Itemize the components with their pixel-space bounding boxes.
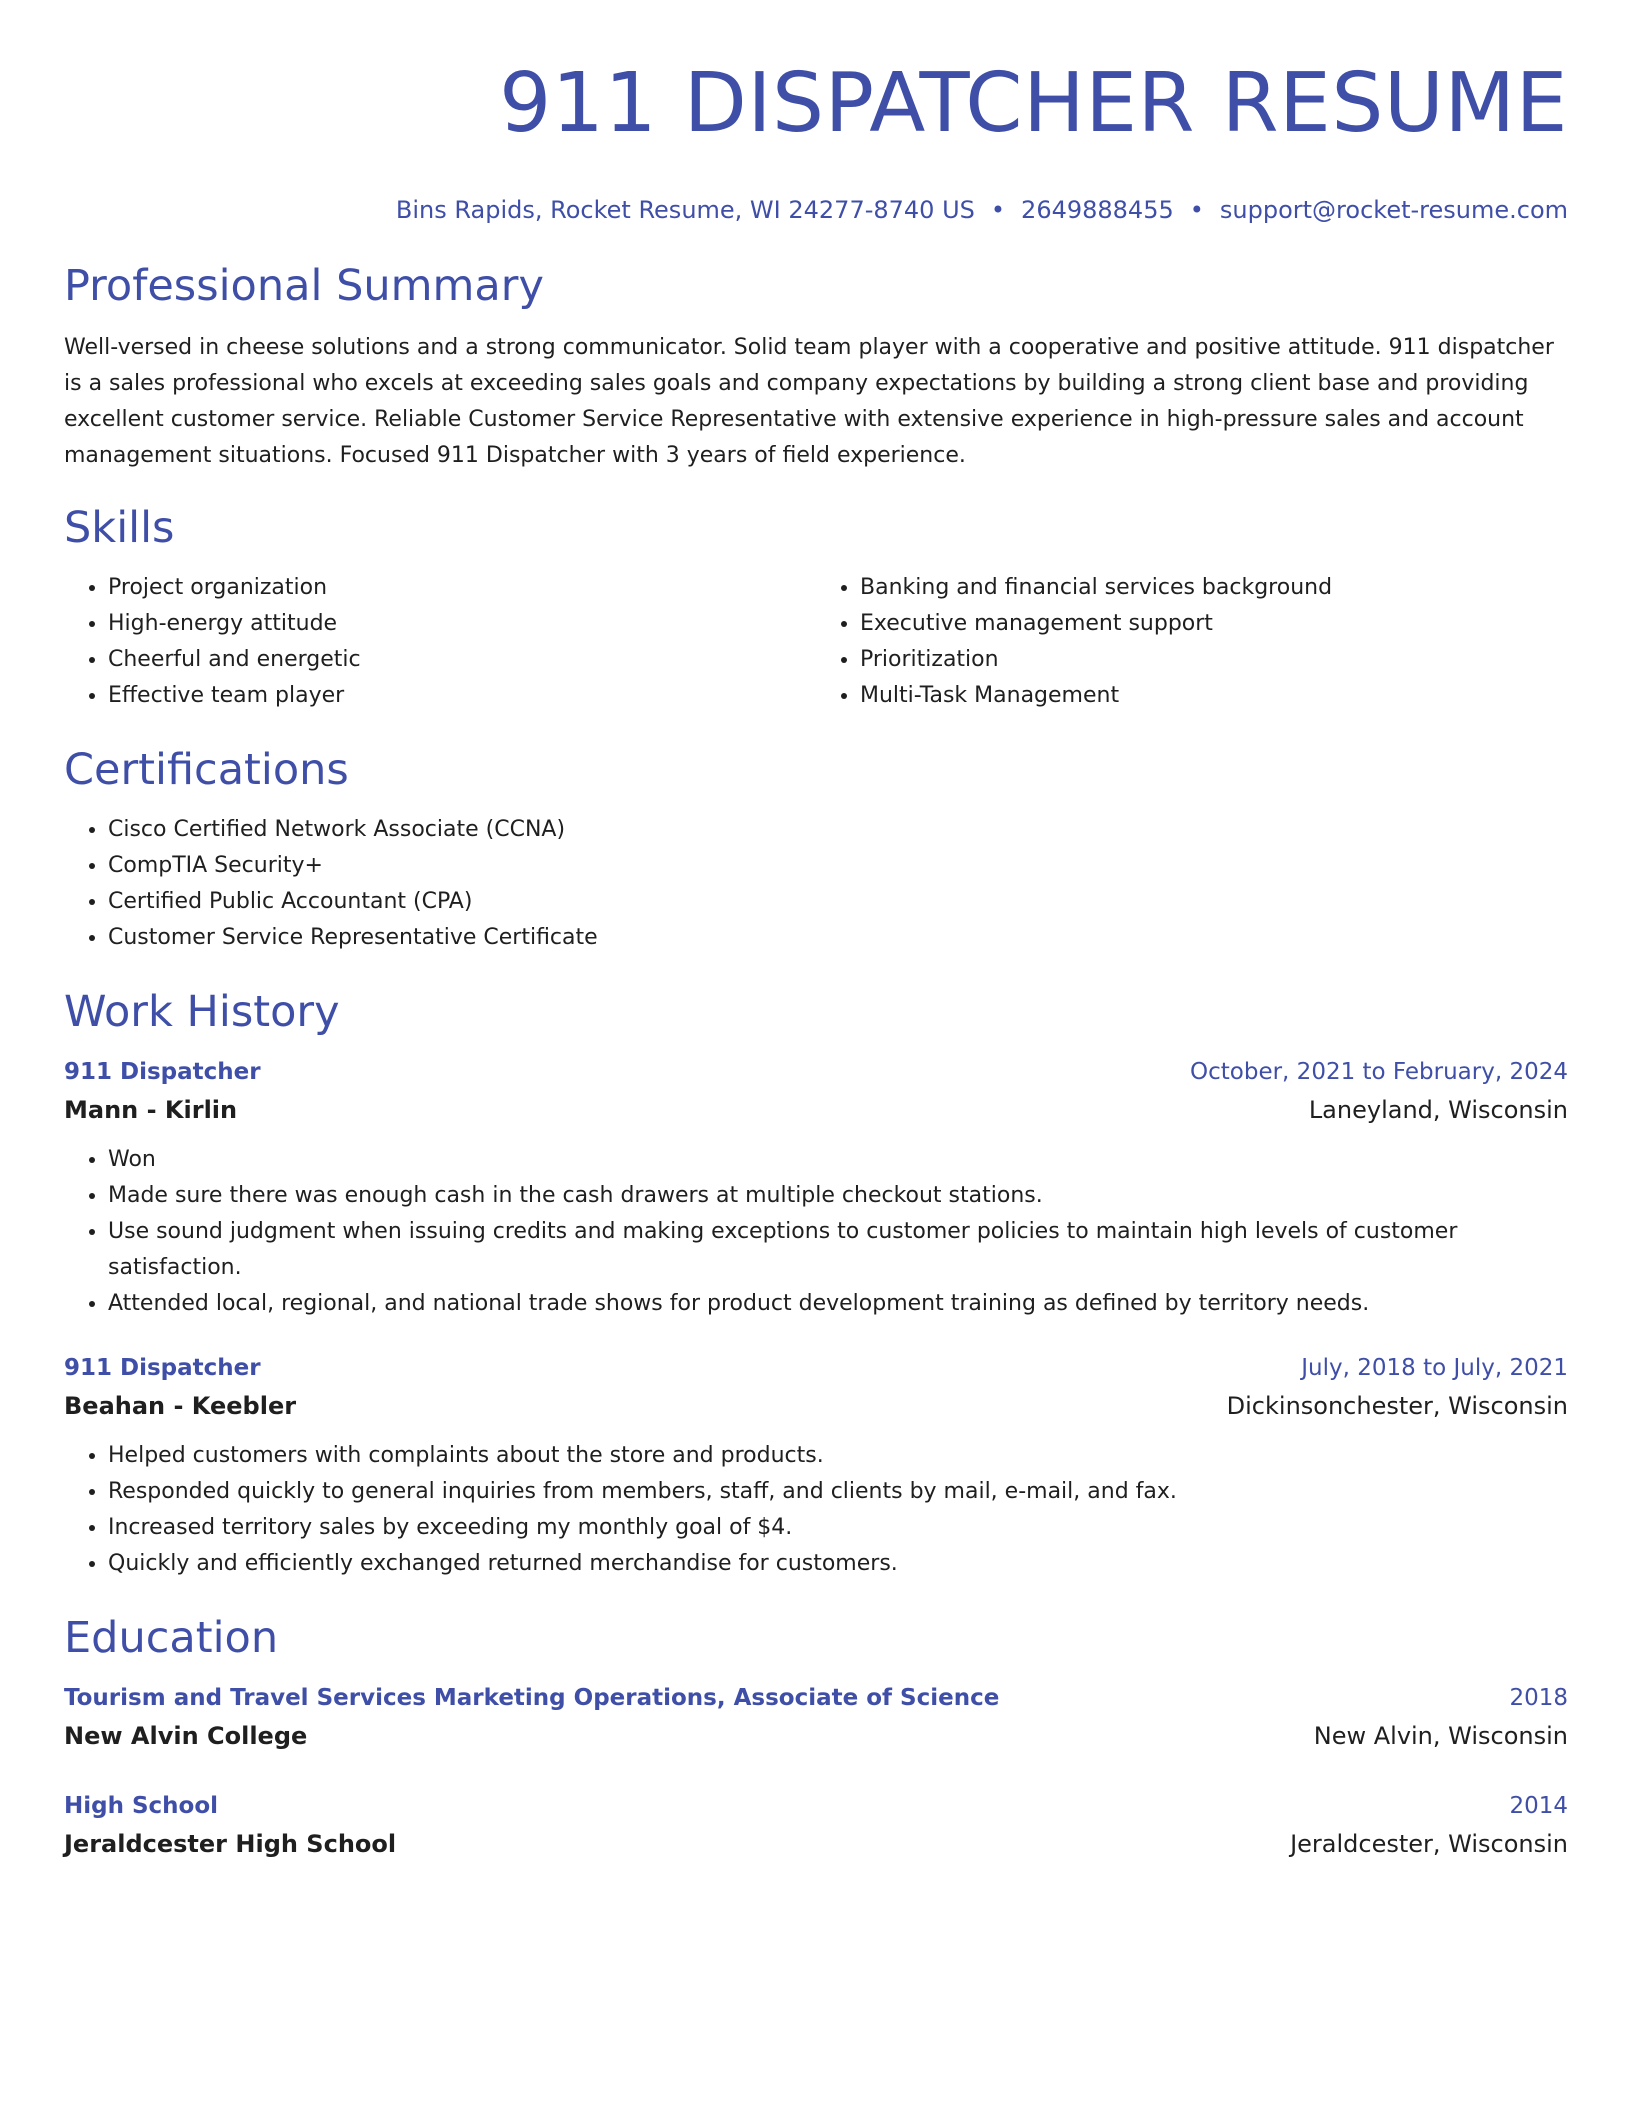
job-duties-list xyxy=(64,1142,1568,1322)
degree-row xyxy=(64,1788,1568,1824)
job-dates: October, 2021 to February, 2024 xyxy=(1190,1059,1568,1085)
skill-item: • Multi-Task Management xyxy=(860,678,1568,714)
graduation-year: 2018 xyxy=(1509,1685,1568,1711)
section-heading-certifications: Certifications xyxy=(64,745,349,795)
job-entry xyxy=(64,1350,1568,1582)
job-title: 911 Dispatcher xyxy=(64,1059,261,1085)
school-name: Jeraldcester High School xyxy=(64,1830,397,1858)
job-location: Dickinsonchester, Wisconsin xyxy=(1226,1392,1568,1420)
job-duty: • Made sure there was enough cash in the cash drawers at multiple checkout stations. xyxy=(108,1178,1568,1214)
education-entry xyxy=(64,1680,1568,1756)
skill-item: • Project organization xyxy=(108,570,816,606)
skill-item: • Prioritization xyxy=(860,642,1568,678)
resume-title: 911 DISPATCHER RESUME xyxy=(499,56,1568,151)
job-dates: July, 2018 to July, 2021 xyxy=(1301,1355,1568,1381)
job-duty: • Quickly and efficiently exchanged returned merchandise for customers. xyxy=(108,1546,1568,1582)
certification-item: • Cisco Certified Network Associate (CCNA) xyxy=(108,812,1568,848)
certification-item: • CompTIA Security+ xyxy=(108,848,1568,884)
email-link[interactable]: support@rocket-resume.com xyxy=(1219,196,1568,224)
school-row xyxy=(64,1716,1568,1756)
school-row xyxy=(64,1824,1568,1864)
skill-item: • Executive management support xyxy=(860,606,1568,642)
skills-section xyxy=(64,502,1568,714)
education-section xyxy=(64,1612,1568,1864)
certification-item: • Certified Public Accountant (CPA) xyxy=(108,884,1568,920)
skill-item: • High-energy attitude xyxy=(108,606,816,642)
work-history-section xyxy=(64,986,1568,1582)
skills-column-left xyxy=(64,554,816,714)
job-title-row xyxy=(64,1350,1568,1386)
job-company-row xyxy=(64,1386,1568,1426)
address: Bins Rapids, Rocket Resume, WI 24277-8740 US xyxy=(395,196,975,224)
graduation-year: 2014 xyxy=(1509,1793,1568,1819)
job-entry xyxy=(64,1054,1568,1322)
phone: 2649888455 xyxy=(1021,196,1174,224)
section-heading-work-history: Work History xyxy=(64,987,340,1037)
job-duties-list xyxy=(64,1438,1568,1582)
job-duty: • Won xyxy=(108,1142,1568,1178)
job-duty: • Responded quickly to general inquiries from members, staff, and clients by mail, e-mail, and fax. xyxy=(108,1474,1568,1510)
job-company: Beahan - Keebler xyxy=(64,1392,297,1420)
skill-item: • Banking and financial services background xyxy=(860,570,1568,606)
job-duty: • Helped customers with complaints about the store and products. xyxy=(108,1438,1568,1474)
certifications-list xyxy=(64,812,1568,956)
certifications-section xyxy=(64,744,1568,956)
skills-column-right xyxy=(816,554,1568,714)
job-title-row xyxy=(64,1054,1568,1090)
school-location: Jeraldcester, Wisconsin xyxy=(1290,1830,1568,1858)
job-duty: • Increased territory sales by exceeding my monthly goal of $4. xyxy=(108,1510,1568,1546)
skills-list-right xyxy=(816,570,1568,714)
summary-text: Well-versed in cheese solutions and a strong communicator. Solid team player with a cooperative and positive attitude. 911 dispatcher is a sales professional who excels at exceeding sales goals and company expectations by building a strong client base and providing excellent customer service. Reliable Customer Service Representative with extensive experience in high-pressure sales and account management situations. Focused 911 Dispatcher with 3 years of field experience. xyxy=(64,335,1554,468)
job-title: 911 Dispatcher xyxy=(64,1355,261,1381)
section-heading-education: Education xyxy=(64,1613,279,1663)
degree-title: Tourism and Travel Services Marketing Operations, Associate of Science xyxy=(64,1685,1000,1711)
school-location: New Alvin, Wisconsin xyxy=(1313,1722,1568,1750)
summary-section xyxy=(64,260,1568,474)
school-name: New Alvin College xyxy=(64,1722,308,1750)
job-duty: • Attended local, regional, and national trade shows for product development training as defined by territory needs. xyxy=(108,1286,1568,1322)
skill-item: • Cheerful and energetic xyxy=(108,642,816,678)
separator-dot: • xyxy=(990,196,1006,224)
job-duty: • Use sound judgment when issuing credits and making exceptions to customer policies to maintain high levels of customer satisfaction. xyxy=(108,1214,1568,1286)
degree-row xyxy=(64,1680,1568,1716)
contact-line xyxy=(64,194,1568,226)
skills-list-left xyxy=(64,570,816,714)
separator-dot: • xyxy=(1189,196,1204,224)
skills-grid xyxy=(64,554,1568,714)
certification-item: • Customer Service Representative Certificate xyxy=(108,920,1568,956)
skill-item: • Effective team player xyxy=(108,678,816,714)
degree-title: High School xyxy=(64,1793,219,1819)
job-company-row xyxy=(64,1090,1568,1130)
education-entry xyxy=(64,1788,1568,1864)
job-company: Mann - Kirlin xyxy=(64,1096,238,1124)
job-location: Laneyland, Wisconsin xyxy=(1308,1096,1568,1124)
section-heading-summary: Professional Summary xyxy=(64,261,544,311)
section-heading-skills: Skills xyxy=(64,503,175,553)
